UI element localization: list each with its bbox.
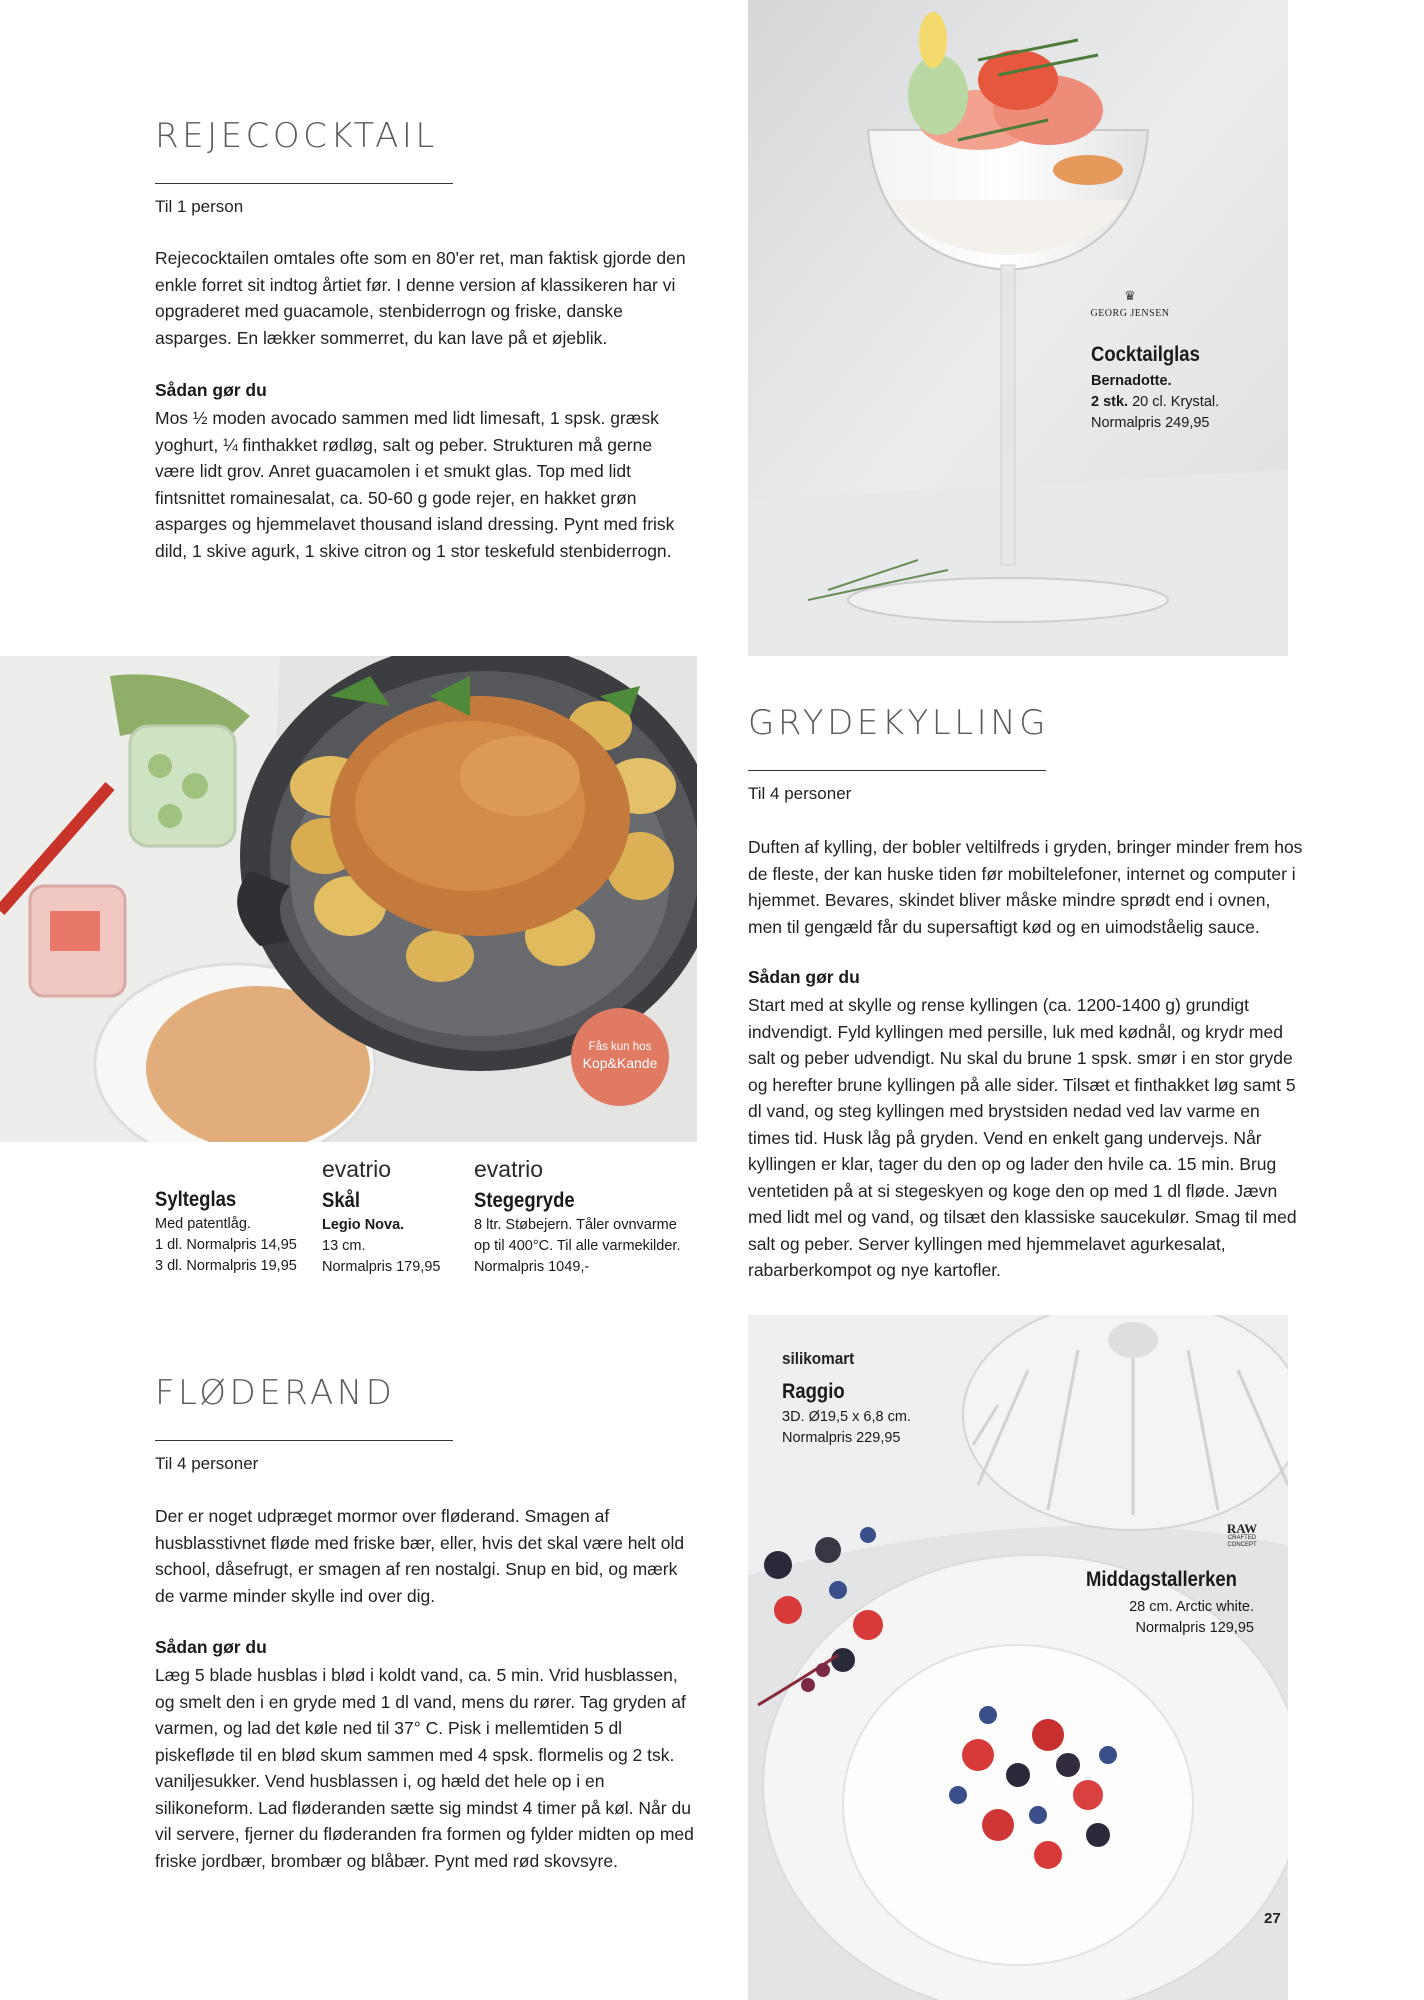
product-specs-cocktailglas: Bernadotte. 2 stk. 20 cl. Krystal. Normalpris 249,95 <box>1091 373 1220 431</box>
product-specs-stegegryde: 8 ltr. Støbejern. Tåler ovnvarme op til 400°C. Til alle varmekilder. Normalpris 1049,- <box>474 1217 681 1275</box>
product-sylteglas <box>155 1188 297 1277</box>
grydekylling-howto: Start med at skylle og rense kyllingen (ca. 1200-1400 g) grundigt indvendigt. Fyld kyllingen med persille, luk med kødnål, og krydr med salt og peber udvendigt. Nu skal du brune 1 spsk. smør i en stor gryde og herefter brune kyllingen på alle sider. Tilsæt et finthakket løg samt 5 dl vand, og steg kyllingen med brystsiden nedad ved lav varme en times tid. Husk låg på gryden. Vend en enkelt gang undervejs. Når kyllingen er klar, tager du den op og lader den hvile ca. 15 min. Brug ventetiden på at si stegeskyen og koge den op med 1 dl fløde. Jævn med lidt mel og vand, og tilsæt den klassiske saucekulør. Smag til med salt og peber. Server kyllingen med hjemmelavet agurkesalat, rabarberkompot og nye kartofler. <box>748 995 1297 1280</box>
floderand-howto: Læg 5 blade husblas i blød i koldt vand, ca. 5 min. Vrid husblassen, og smelt den i en gryde med 1 dl vand, mens du rører. Tag gryden af varmen, og lad det køle ned til 37° C. Pisk i mellemtiden 5 dl piskefløde til en blød skum sammen med 4 spsk. flormelis og 2 tsk. vaniljesukker. Vend husblassen i, og hæld det hele op i en silikoneform. Lad fløderanden sætte sig mindst 4 timer på køl. Når du vil servere, fjerner du fløderanden fra formen og fylder midten op med friske jordbær, brombær og blåbær. Pynt med rød skovsyre. <box>155 1665 694 1871</box>
grydekylling-howto-title: Sådan gør du <box>748 967 860 987</box>
evatrio-logo: evatrio <box>474 1156 544 1182</box>
rejecocktail-howto-title: Sådan gør du <box>155 380 267 400</box>
crown-icon: ♛ <box>1124 288 1136 303</box>
rejecocktail-intro: Rejecocktailen omtales ofte som en 80'er ret, man faktisk gjorde den enkle forret sit indtog årtiet før. I denne version af klassikeren har vi opgraderet med guacamole, stenbiderrogn og friske, danske asparges. En lækker sommerret, du kan lave på et øjeblik. <box>155 248 686 348</box>
product-skaal <box>322 1156 440 1278</box>
georg-jensen-logo: ♛ GEORG JENSEN <box>1090 288 1170 319</box>
rejecocktail-howto: Mos ½ moden avocado sammen med lidt limesaft, 1 spsk. græsk yoghurt, ¼ finthakket rødløg, salt og peber. Strukturen må gerne være lidt grov. Anret guacamolen i et smukt glas. Top med lidt fintsnittet romainesalat, ca. 50-60 g gode rejer, en hakket grøn asparges og hjemmelavet thousand island dressing. Pynt med frisk dild, 1 skive agurk, 1 skive citron og 1 stor teskefuld stenbiderrogn. <box>155 408 675 561</box>
raw-logo: RAW CRAFTED CONCEPT <box>1226 1521 1258 1548</box>
floderand-divider <box>155 1440 453 1441</box>
silikomart-logo: silikomart <box>782 1349 855 1368</box>
grydekylling-title: GRYDEKYLLING <box>748 703 1049 743</box>
product-specs-raggio: 3D. Ø19,5 x 6,8 cm. Normalpris 229,95 <box>782 1409 911 1446</box>
floderand-intro: Der er noget udpræget mormor over fløderand. Smagen af husblasstivnet fløde med friske bær, eller, hvis det skal være helt old school, dåsefrugt, er smagen af ren nostalgi. Snup en bid, og mærk de varme minder skylle ind over dig. <box>155 1506 685 1606</box>
product-specs-skaal: Legio Nova. 13 cm. Normalpris 179,95 <box>322 1217 441 1275</box>
floderand-title: FLØDERAND <box>155 1373 396 1413</box>
evatrio-logo: evatrio <box>322 1156 392 1182</box>
product-name-stegegryde: Stegegryde <box>474 1189 575 1212</box>
rejecocktail-serves: Til 1 person <box>155 197 244 216</box>
product-name-middagstallerken: Middagstallerken <box>1086 1568 1237 1591</box>
product-specs-sylteglas: Med patentlåg. 1 dl. Normalpris 14,95 3 dl. Normalpris 19,95 <box>155 1216 297 1274</box>
rejecocktail-title: REJECOCKTAIL <box>155 116 438 156</box>
product-name-skaal: Skål <box>322 1189 361 1212</box>
grydekylling-divider <box>748 770 1046 771</box>
page-number: 27 <box>1264 1910 1281 1927</box>
rejecocktail-divider <box>155 183 453 184</box>
grydekylling-serves: Til 4 personer <box>748 784 852 803</box>
floderand-howto-title: Sådan gør du <box>155 1637 267 1657</box>
product-name-raggio: Raggio <box>782 1380 845 1403</box>
product-stegegryde <box>474 1156 680 1278</box>
exclusive-badge: Fås kun hos Kop&Kande <box>571 1008 669 1106</box>
floderand-serves: Til 4 personer <box>155 1454 259 1473</box>
product-specs-middagstallerken: 28 cm. Arctic white. Normalpris 129,95 <box>1129 1599 1254 1636</box>
product-name-cocktailglas: Cocktailglas <box>1091 343 1200 366</box>
grydekylling-intro: Duften af kylling, der bobler veltilfreds i gryden, bringer minder frem hos de fleste, der kan huske tiden før mobiltelefoner, internet og computer i hjemmet. Bevares, skindet bliver måske mindre sprødt end i ovnen, men til gengæld får du supersaftigt kød og en uimodståelig sauce. <box>748 837 1303 937</box>
cocktail-photo <box>748 0 1288 656</box>
product-name-sylteglas: Sylteglas <box>155 1188 237 1211</box>
